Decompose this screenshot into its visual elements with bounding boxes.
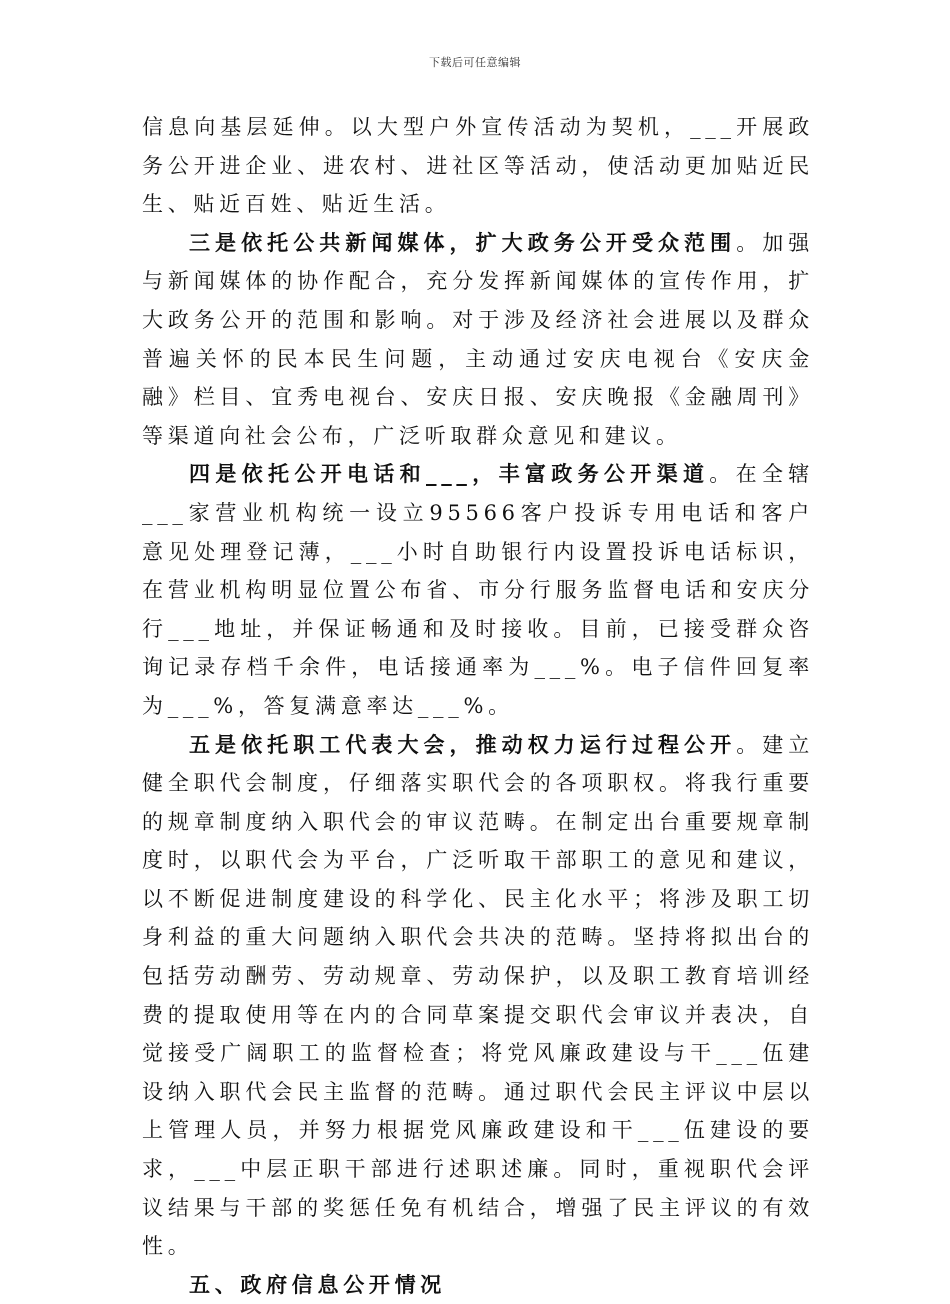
paragraph-4 <box>142 726 814 1266</box>
paragraph-3 <box>142 455 814 725</box>
paragraph-1: 信息向基层延伸。以大型户外宣传活动为契机，___开展政务公开进企业、进农村、进社区等活动，使活动更加贴近民生、贴近百姓、贴近生活。 <box>142 115 814 217</box>
paragraph-2 <box>142 224 814 456</box>
page-header: 下载后可任意编辑 <box>429 56 521 69</box>
section-heading: 五、政府信息公开情况 <box>189 1271 446 1297</box>
paragraph-2-text: 。加强与新闻媒体的协作配合，充分发挥新闻媒体的宣传作用，扩大政务公开的范围和影响。对于涉及经济社会进展以及群众普遍关怀的民本民生问题，主动通过安庆电视台《安庆金融》栏目、宜秀电视台、安庆日报、安庆晚报《金融周刊》等渠道向社会公布，广泛听取群众意见和建议。 <box>142 230 814 448</box>
paragraph-4-lead: 五是依托职工代表大会，推动权力运行过程公开 <box>189 731 737 757</box>
paragraph-3-lead: 四是依托公开电话和___，丰富政务公开渠道 <box>189 461 710 487</box>
paragraph-4-text: 。建立健全职代会制度，仔细落实职代会的各项职权。将我行重要的规章制度纳入职代会的审议范畴。在制定出台重要规章制度时，以职代会为平台，广泛听取干部职工的意见和建议，以不断促进制度建设的科学化、民主化水平；将涉及职工切身利益的重大问题纳入职代会共决的范畴。坚持将拟出台的包括劳动酬劳、劳动规章、劳动保护，以及职工教育培训经费的提取使用等在内的合同草案提交职代会审议并表决，自觉接受广阔职工的监督检查；将党风廉政建设与干___伍建设纳入职代会民主监督的范畴。通过职代会民主评议中层以上管理人员，并努力根据党风廉政建设和干___伍建设的要求，___中层正职干部进行述职述廉。同时，重视职代会评议结果与干部的奖惩任免有机结合，增强了民主评议的有效性。 <box>142 732 814 1259</box>
paragraph-2-lead: 三是依托公共新闻媒体，扩大政务公开受众范围 <box>189 229 737 255</box>
paragraph-3-text: 。在全辖___家营业机构统一设立95566客户投诉专用电话和客户意见处理登记薄，___小时自助银行内设置投诉电话标识，在营业机构明显位置公布省、市分行服务监督电话和安庆分行___地址，并保证畅通和及时接收。目前，已接受群众咨询记录存档千余件，电话接通率为___%。电子信件回复率为___%，答复满意率达___%。 <box>142 462 814 718</box>
document-body <box>142 108 814 1304</box>
